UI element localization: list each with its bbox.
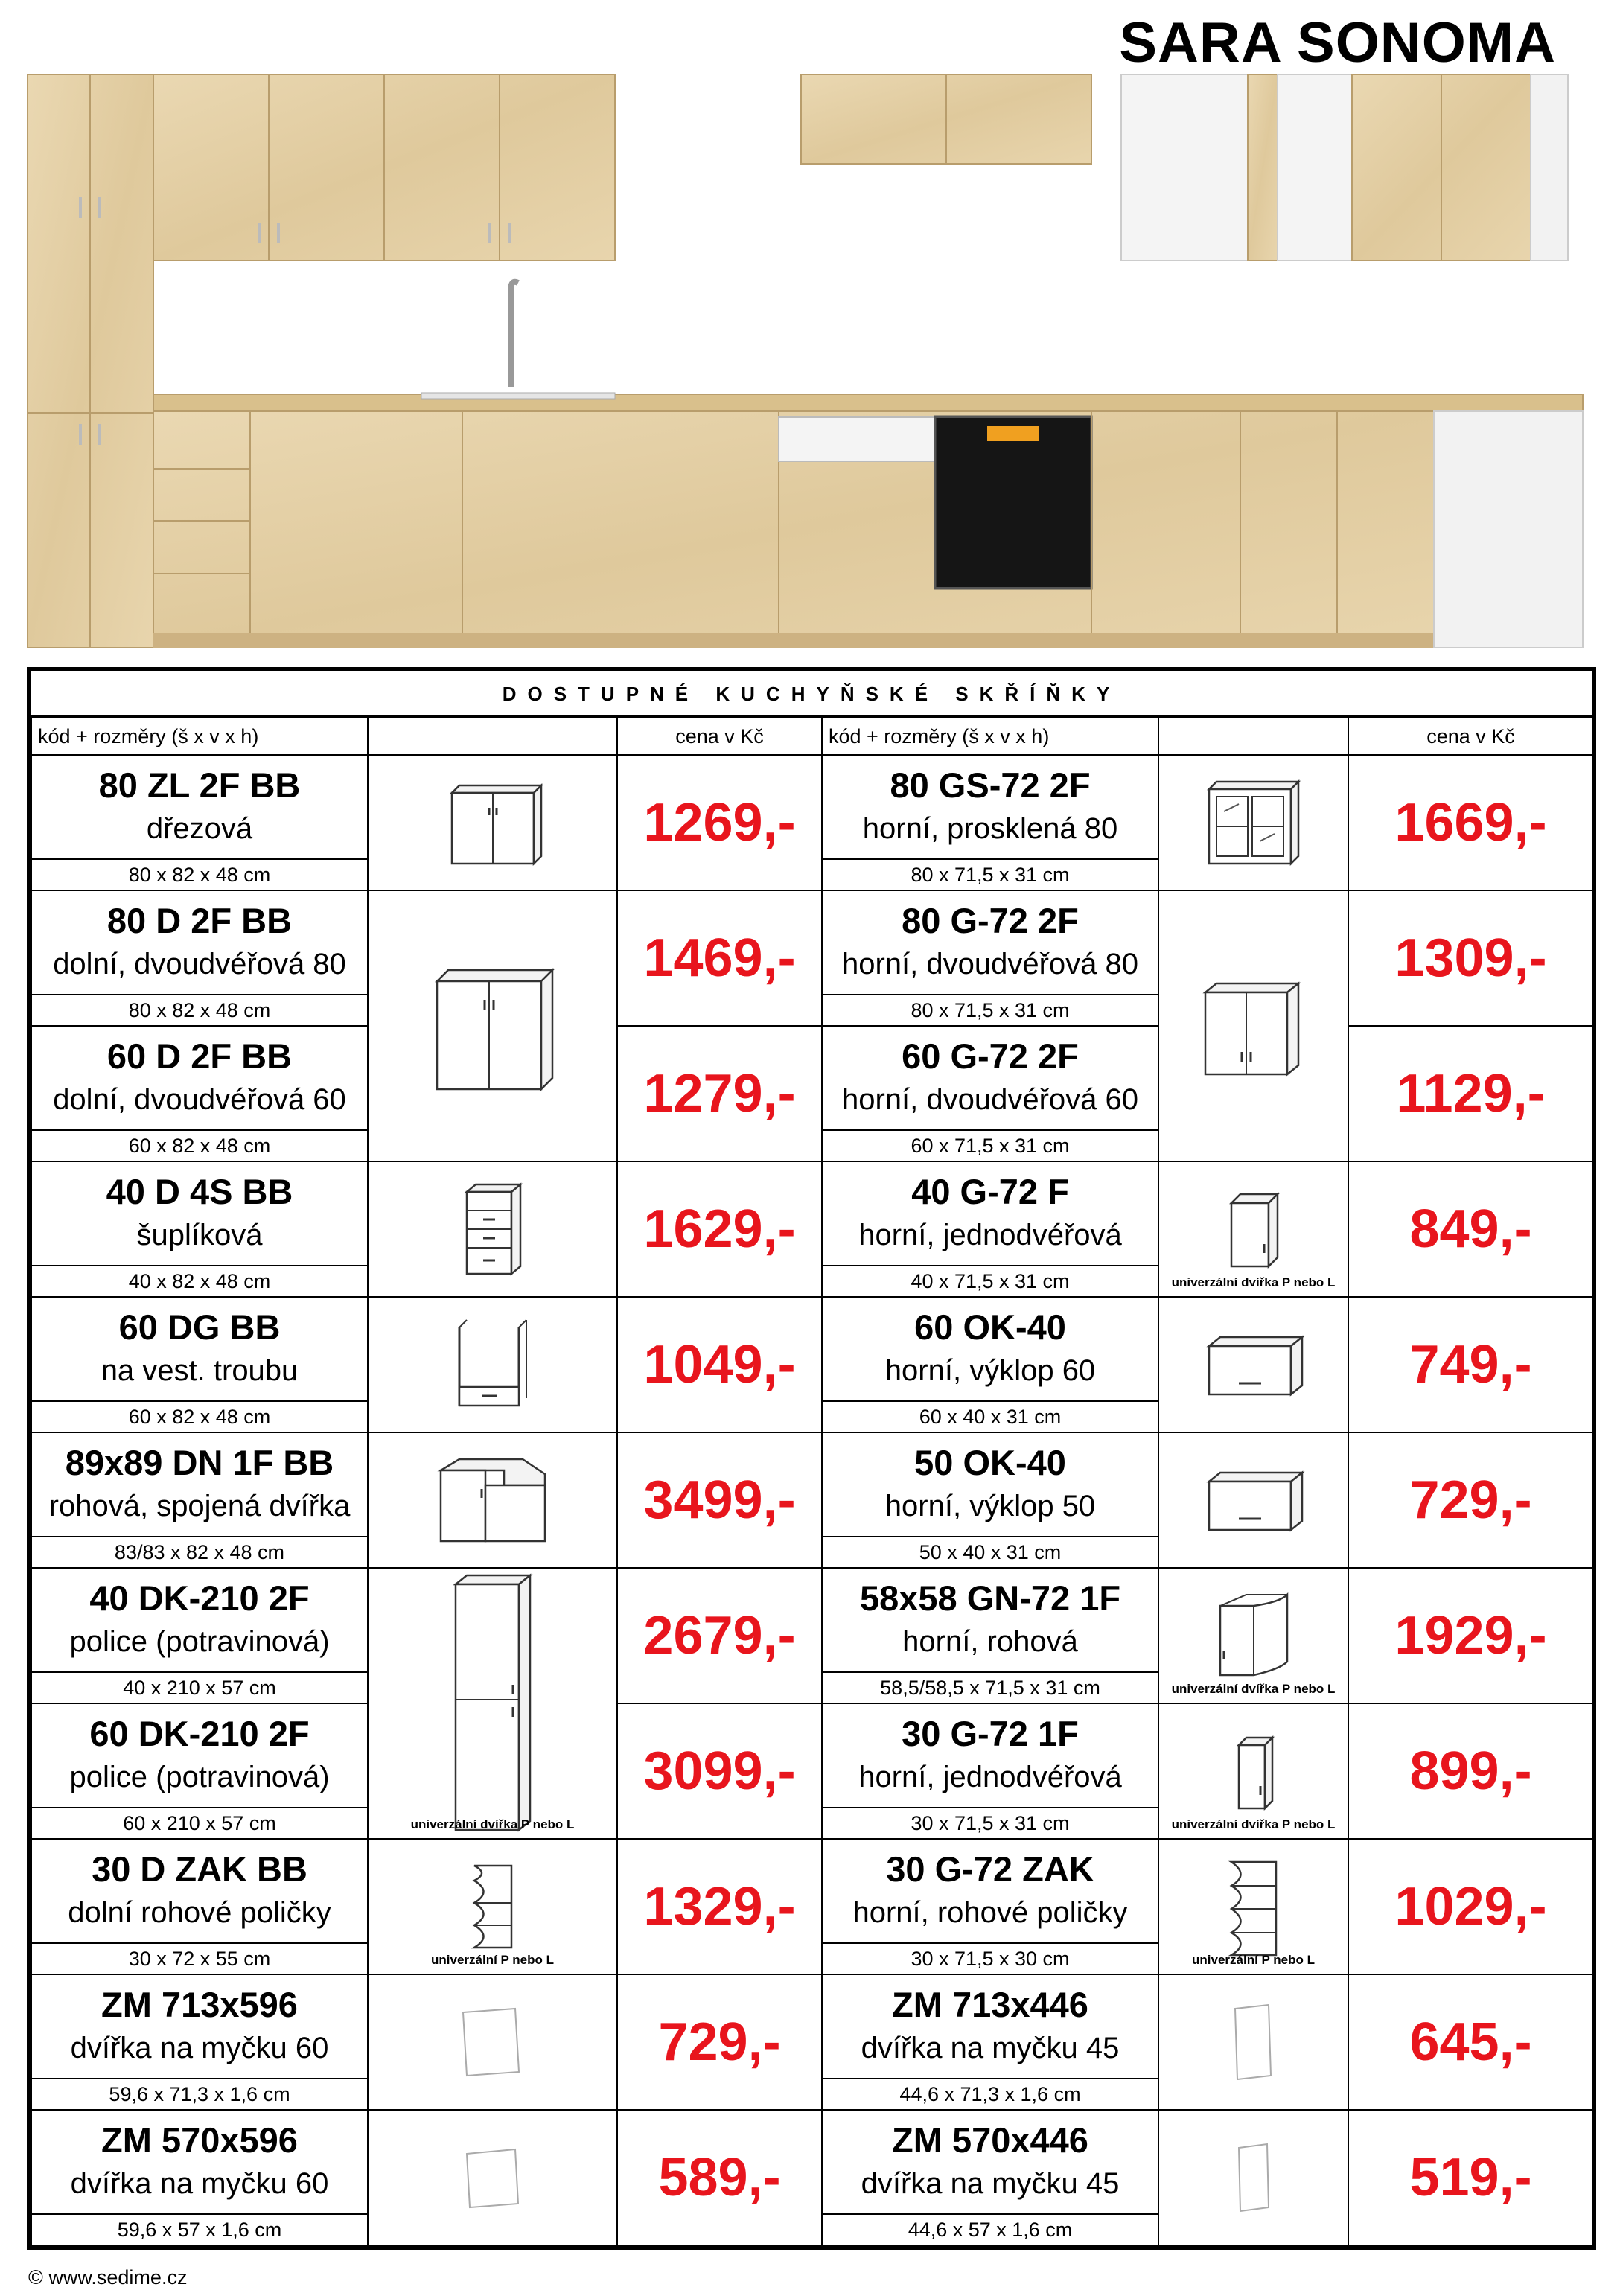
product-description: rohová, spojená dvířka [48, 1490, 351, 1522]
product-description: police (potravinová) [69, 1625, 330, 1658]
product-code: 58x58 GN-72 1F [859, 1578, 1121, 1618]
product-description: dvířka na myčku 45 [861, 2032, 1120, 2064]
product-description: na vest. troubu [101, 1354, 299, 1387]
product-description: horní, výklop 50 [884, 1490, 1096, 1522]
product-code: 30 D ZAK BB [92, 1849, 307, 1889]
product-price: 3099,- [617, 1703, 822, 1839]
hinge-note: univerzální dvířka P nebo L [410, 1817, 575, 1831]
product-name-cell [31, 1432, 368, 1537]
product-description: horní, jednodvéřová [858, 1761, 1122, 1793]
product-code: 50 OK-40 [914, 1443, 1066, 1482]
column-header-price-right: cena v Kč [1348, 718, 1593, 755]
table-title: DOSTUPNÉ KUCHYŇSKÉ SKŘÍŇKY [31, 671, 1592, 717]
product-price: 1629,- [617, 1161, 822, 1297]
product-description: horní, výklop 60 [884, 1354, 1096, 1387]
product-dimensions: 44,6 x 71,3 x 1,6 cm [822, 2079, 1158, 2110]
product-code: 30 G-72 ZAK [886, 1849, 1094, 1889]
product-code: 80 GS-72 2F [890, 765, 1091, 805]
product-image-right-9 [1158, 1974, 1348, 2110]
product-image-right-8 [1158, 1839, 1348, 1974]
product-code: ZM 570x596 [101, 2120, 298, 2160]
kitchen-illustration [27, 67, 1598, 648]
product-code: 80 G-72 2F [902, 901, 1079, 940]
product-description: horní, dvoudvéřová 80 [841, 948, 1139, 980]
product-price: 645,- [1348, 1974, 1593, 2110]
product-name-cell [31, 1568, 368, 1672]
product-price: 1129,- [1348, 1026, 1593, 1161]
product-image-left-8 [368, 1839, 617, 1974]
oven-housing-drawing-icon [444, 1316, 541, 1413]
product-code: 60 G-72 2F [902, 1036, 1079, 1076]
product-description: dolní, dvoudvéřová 60 [53, 1083, 346, 1116]
product-code: 60 OK-40 [914, 1307, 1066, 1347]
product-row [31, 2110, 1593, 2214]
product-description: horní, dvoudvéřová 60 [841, 1083, 1139, 1116]
product-dimensions: 30 x 72 x 55 cm [31, 1943, 368, 1974]
tall-pantry-cabinet-drawing-icon [444, 1569, 541, 1837]
product-description: dvířka na myčku 45 [861, 2167, 1120, 2200]
product-dimensions: 40 x 82 x 48 cm [31, 1266, 368, 1297]
product-image-left-3 [368, 1161, 617, 1297]
product-code: 60 D 2F BB [106, 1036, 293, 1076]
product-price: 3499,- [617, 1432, 822, 1568]
product-description: horní, jednodvéřová [858, 1219, 1122, 1251]
product-image-left-4 [368, 1297, 617, 1432]
product-dimensions: 80 x 82 x 48 cm [31, 859, 368, 890]
product-dimensions: 30 x 71,5 x 30 cm [822, 1943, 1158, 1974]
narrow-dishwasher-door-small-drawing-icon [1224, 2137, 1283, 2219]
product-price: 1669,- [1348, 755, 1593, 890]
product-row [31, 1432, 1593, 1537]
product-code: ZM 713x596 [101, 1985, 298, 2024]
product-name-cell [31, 1974, 368, 2079]
product-name-cell [822, 1974, 1158, 2079]
base-cabinet-drawing-icon [422, 955, 564, 1097]
corner-base-cabinet-drawing-icon [430, 1452, 556, 1549]
narrow-dishwasher-door-drawing-icon [1220, 1997, 1287, 2087]
product-price: 849,- [1348, 1161, 1593, 1297]
product-image-right-10 [1158, 2110, 1348, 2245]
product-dimensions: 60 x 82 x 48 cm [31, 1401, 368, 1432]
hinge-note: univerzální dvířka P nebo L [1171, 1682, 1336, 1696]
product-row [31, 1297, 1593, 1401]
product-price: 589,- [617, 2110, 822, 2245]
column-header-code-left: kód + rozměry (š x v x h) [31, 718, 368, 755]
product-price: 729,- [617, 1974, 822, 2110]
product-code: 30 G-72 1F [902, 1714, 1079, 1753]
product-code: ZM 713x446 [892, 1985, 1088, 2024]
price-table [27, 667, 1596, 2250]
product-code: 40 G-72 F [911, 1172, 1069, 1211]
corner-shelf-base-drawing-icon [452, 1858, 534, 1955]
product-name-cell [822, 890, 1158, 995]
product-price: 749,- [1348, 1297, 1593, 1432]
glass-wall-cabinet-drawing-icon [1198, 774, 1310, 871]
product-price: 1309,- [1348, 890, 1593, 1026]
product-price: 519,- [1348, 2110, 1593, 2245]
product-dimensions: 58,5/58,5 x 71,5 x 31 cm [822, 1672, 1158, 1703]
product-price: 729,- [1348, 1432, 1593, 1568]
flap-wall-cabinet-drawing-icon [1198, 1459, 1310, 1541]
product-dimensions: 40 x 71,5 x 31 cm [822, 1266, 1158, 1297]
product-price: 1329,- [617, 1839, 822, 1974]
product-row [31, 755, 1593, 859]
product-name-cell [31, 1297, 368, 1401]
product-row [31, 1703, 1593, 1808]
column-header-image-left [368, 718, 617, 755]
product-price: 1469,- [617, 890, 822, 1026]
product-code: 60 DG BB [118, 1307, 281, 1347]
product-description: šuplíková [136, 1219, 263, 1251]
product-dimensions: 30 x 71,5 x 31 cm [822, 1808, 1158, 1839]
product-name-cell [822, 1432, 1158, 1537]
product-dimensions: 83/83 x 82 x 48 cm [31, 1537, 368, 1568]
column-header-row [31, 718, 1593, 755]
product-price: 1929,- [1348, 1568, 1593, 1703]
product-name-cell [822, 1703, 1158, 1808]
dishwasher-door-drawing-icon [452, 2001, 534, 2083]
corner-wall-cabinet-drawing-icon [1209, 1587, 1298, 1684]
product-price: 1029,- [1348, 1839, 1593, 1974]
single-door-wall-cabinet-drawing-icon [1216, 1184, 1291, 1274]
drawer-cabinet-drawing-icon [452, 1177, 534, 1281]
corner-shelf-wall-drawing-icon [1209, 1851, 1298, 1962]
hinge-note: univerzální P nebo L [431, 1953, 554, 1967]
product-name-cell [31, 1839, 368, 1943]
product-description: dvířka na myčku 60 [70, 2167, 329, 2200]
product-name-cell [822, 755, 1158, 859]
hinge-note: univerzální dvířka P nebo L [1171, 1817, 1336, 1831]
footer-copyright: © www.sedime.cz [28, 2266, 188, 2289]
hinge-note: univerzální dvířka P nebo L [1171, 1275, 1336, 1289]
product-name-cell [822, 2110, 1158, 2214]
wall-cabinet-drawing-icon [1194, 970, 1313, 1082]
product-image-right-5 [1158, 1432, 1348, 1568]
product-image-right-1 [1158, 890, 1348, 1161]
product-description: horní, rohové poličky [852, 1896, 1128, 1929]
product-row [31, 1974, 1593, 2079]
product-dimensions: 60 x 210 x 57 cm [31, 1808, 368, 1839]
product-name-cell [31, 890, 368, 995]
product-name-cell [822, 1839, 1158, 1943]
product-dimensions: 60 x 40 x 31 cm [822, 1401, 1158, 1432]
product-description: police (potravinová) [69, 1761, 330, 1793]
product-image-left-0 [368, 755, 617, 890]
product-name-cell [822, 1026, 1158, 1130]
product-dimensions: 60 x 82 x 48 cm [31, 1130, 368, 1161]
narrow-wall-cabinet-drawing-icon [1220, 1726, 1287, 1816]
product-price: 2679,- [617, 1568, 822, 1703]
product-code: 89x89 DN 1F BB [65, 1443, 334, 1482]
product-code: 60 DK-210 2F [89, 1714, 310, 1753]
product-description: horní, rohová [902, 1625, 1078, 1658]
brand-title: SARA SONOMA [1119, 11, 1556, 74]
product-dimensions: 40 x 210 x 57 cm [31, 1672, 368, 1703]
product-name-cell [31, 1026, 368, 1130]
product-name-cell [31, 2110, 368, 2214]
product-dimensions: 60 x 71,5 x 31 cm [822, 1130, 1158, 1161]
flap-wall-cabinet-drawing-icon [1198, 1324, 1310, 1406]
hinge-note: univerzální P nebo L [1192, 1953, 1315, 1967]
product-dimensions: 44,6 x 57 x 1,6 cm [822, 2214, 1158, 2245]
product-name-cell [822, 1568, 1158, 1672]
product-dimensions: 80 x 71,5 x 31 cm [822, 995, 1158, 1026]
product-row [31, 1839, 1593, 1943]
product-row [31, 1161, 1593, 1266]
product-code: 80 D 2F BB [106, 901, 293, 940]
product-code: 40 DK-210 2F [89, 1578, 310, 1618]
product-name-cell [822, 1161, 1158, 1266]
product-price: 1279,- [617, 1026, 822, 1161]
product-image-left-9 [368, 1974, 617, 2110]
product-image-right-4 [1158, 1297, 1348, 1432]
sink-cabinet-drawing-icon [437, 774, 549, 871]
product-dimensions: 59,6 x 57 x 1,6 cm [31, 2214, 368, 2245]
product-name-cell [31, 755, 368, 859]
product-image-left-6 [368, 1568, 617, 1839]
product-code: 40 D 4S BB [106, 1172, 293, 1211]
column-header-price-left: cena v Kč [617, 718, 822, 755]
product-description: dvířka na myčku 60 [70, 2032, 329, 2064]
product-row [31, 890, 1593, 995]
product-image-right-3 [1158, 1161, 1348, 1297]
column-header-code-right: kód + rozměry (š x v x h) [822, 718, 1158, 755]
product-row [31, 1568, 1593, 1672]
product-image-left-10 [368, 2110, 617, 2245]
product-price: 899,- [1348, 1703, 1593, 1839]
product-dimensions: 59,6 x 71,3 x 1,6 cm [31, 2079, 368, 2110]
product-price: 1269,- [617, 755, 822, 890]
product-name-cell [31, 1703, 368, 1808]
product-row [31, 1026, 1593, 1130]
dishwasher-door-small-drawing-icon [456, 2140, 530, 2215]
product-image-left-1 [368, 890, 617, 1161]
price-grid [31, 717, 1594, 2246]
product-description: dřezová [146, 812, 253, 845]
product-code: 80 ZL 2F BB [98, 765, 301, 805]
product-code: ZM 570x446 [892, 2120, 1088, 2160]
product-dimensions: 80 x 82 x 48 cm [31, 995, 368, 1026]
product-name-cell [822, 1297, 1158, 1401]
product-description: dolní rohové poličky [68, 1896, 331, 1929]
product-description: dolní, dvoudvéřová 80 [53, 948, 346, 980]
product-price: 1049,- [617, 1297, 822, 1432]
product-image-right-6 [1158, 1568, 1348, 1703]
product-dimensions: 50 x 40 x 31 cm [822, 1537, 1158, 1568]
product-name-cell [31, 1161, 368, 1266]
product-description: horní, prosklená 80 [862, 812, 1118, 845]
product-image-right-0 [1158, 755, 1348, 890]
product-dimensions: 80 x 71,5 x 31 cm [822, 859, 1158, 890]
column-header-image-right [1158, 718, 1348, 755]
product-image-left-5 [368, 1432, 617, 1568]
product-image-right-7 [1158, 1703, 1348, 1839]
